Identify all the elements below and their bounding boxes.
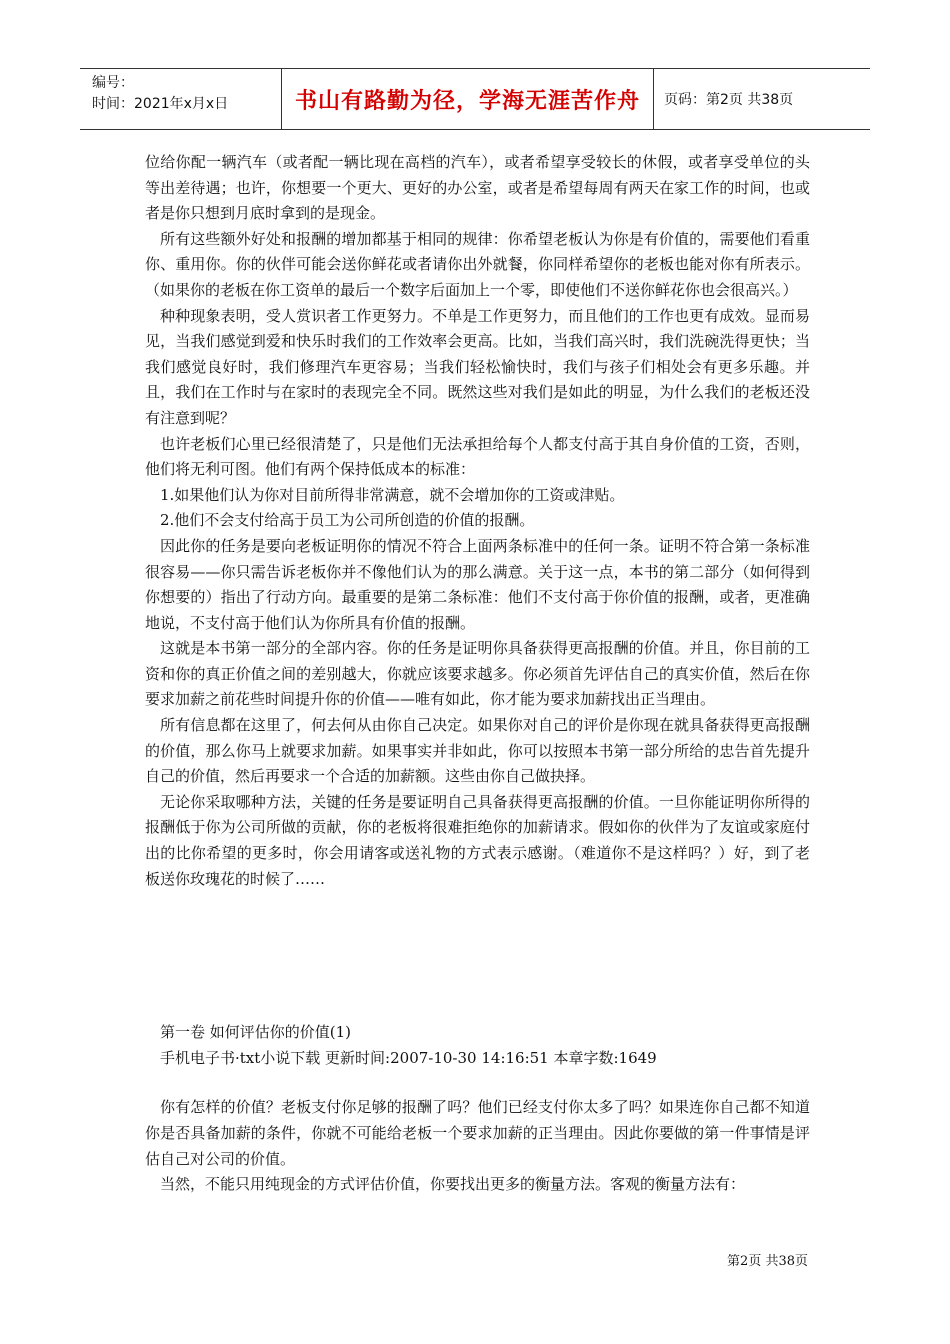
header-motto: 书山有路勤为径，学海无涯苦作舟 bbox=[282, 69, 654, 129]
header-page-info: 页码：第2页 共38页 bbox=[664, 92, 794, 108]
paragraph: 所有信息都在这里了，何去何从由你自己决定。如果你对自己的评价是你现在就具备获得更高报酬的价值，那么你马上就要求加薪。如果事实并非如此，你可以按照本书第一部分所给的忠告首先提升自己的价值，然后再要求一个合适的加薪额。这些由你自己做抉择。 bbox=[145, 716, 810, 786]
paragraph: 位给你配一辆汽车（或者配一辆比现在高档的汽车），或者希望享受较长的休假，或者享受单位的头等出差待遇；也许，你想要一个更大、更好的办公室，或者是希望每周有两天在家工作的时间，也或者是你只想到月底时拿到的是现金。 bbox=[145, 153, 810, 223]
page-header bbox=[80, 68, 870, 130]
chapter-title: 第一卷 如何评估你的价值(1) bbox=[160, 1023, 352, 1042]
paragraph: 因此你的任务是要向老板证明你的情况不符合上面两条标准中的任何一条。证明不符合第一条标准很容易——你只需告诉老板你并不像他们认为的那么满意。关于这一点，本书的第二部分（如何得到你想要的）指出了行动方向。最重要的是第二条标准：他们不支付高于你价值的报酬，或者，更准确地说，不支付高于他们认为你所具有价值的报酬。 bbox=[145, 536, 810, 632]
page-footer: 第2页 共38页 bbox=[727, 1254, 808, 1269]
paragraph: 种种现象表明，受人赏识者工作更努力。不单是工作更努力，而且他们的工作也更有成效。显而易见，当我们感觉到爱和快乐时我们的工作效率会更高。比如，当我们高兴时，我们洗碗洗得更快；当我们感觉良好时，我们修理汽车更容易；当我们轻松愉快时，我们与孩子们相处会有更多乐趣。并且，我们在工作时与在家时的表现完全不同。既然这些对我们是如此的明显，为什么我们的老板还没有注意到呢？ bbox=[145, 306, 810, 427]
time-label: 时间：2021年x月x日 bbox=[92, 96, 229, 112]
list-item: 2.他们不会支付给高于员工为公司所创造的价值的报酬。 bbox=[160, 511, 535, 530]
paragraph: 这就是本书第一部分的全部内容。你的任务是证明你具备获得更高报酬的价值。并且，你目前的工资和你的真正价值之间的差别越大，你就应该要求越多。你必须首先评估自己的真实价值，然后在你要求加薪之前花些时间提升你的价值——唯有如此，你才能为要求加薪找出正当理由。 bbox=[145, 639, 810, 709]
paragraph: 也许老板们心里已经很清楚了，只是他们无法承担给每个人都支付高于其自身价值的工资，否则，他们将无利可图。他们有两个保持低成本的标准： bbox=[145, 434, 810, 479]
paragraph: 所有这些额外好处和报酬的增加都基于相同的规律：你希望老板认为你是有价值的，需要他们看重你、重用你。你的伙伴可能会送你鲜花或者请你出外就餐，你同样希望你的老板也能对你有所表示。（如果你的老板在你工资单的最后一个数字后面加上一个零，即使他们不送你鲜花你也会很高兴。） bbox=[145, 229, 810, 299]
list-item: 1.如果他们认为你对目前所得非常满意，就不会增加你的工资或津贴。 bbox=[160, 485, 625, 504]
document-body bbox=[145, 150, 810, 1198]
code-label: 编号： bbox=[92, 75, 134, 91]
paragraph: 你有怎样的价值？老板支付你足够的报酬了吗？他们已经支付你太多了吗？如果连你自己都不知道你是否具备加薪的条件，你就不可能给老板一个要求加薪的正当理由。因此你要做的第一件事情是评估自己对公司的价值。 bbox=[145, 1098, 810, 1168]
paragraph: 当然，不能只用纯现金的方式评估价值，你要找出更多的衡量方法。客观的衡量方法有： bbox=[160, 1175, 746, 1194]
paragraph: 无论你采取哪种方法，关键的任务是要证明自己具备获得更高报酬的价值。一旦你能证明你所得的报酬低于你为公司所做的贡献，你的老板将很难拒绝你的加薪请求。假如你的伙伴为了友谊或家庭付出的比你希望的更多时，你会用请客或送礼物的方式表示感谢。（难道你不是这样吗？）好，到了老板送你玫瑰花的时候了…… bbox=[145, 792, 810, 888]
header-info bbox=[80, 69, 282, 129]
chapter-meta: 手机电子书·txt小说下载 更新时间:2007-10-30 14:16:51 本章字数:1649 bbox=[160, 1048, 657, 1067]
